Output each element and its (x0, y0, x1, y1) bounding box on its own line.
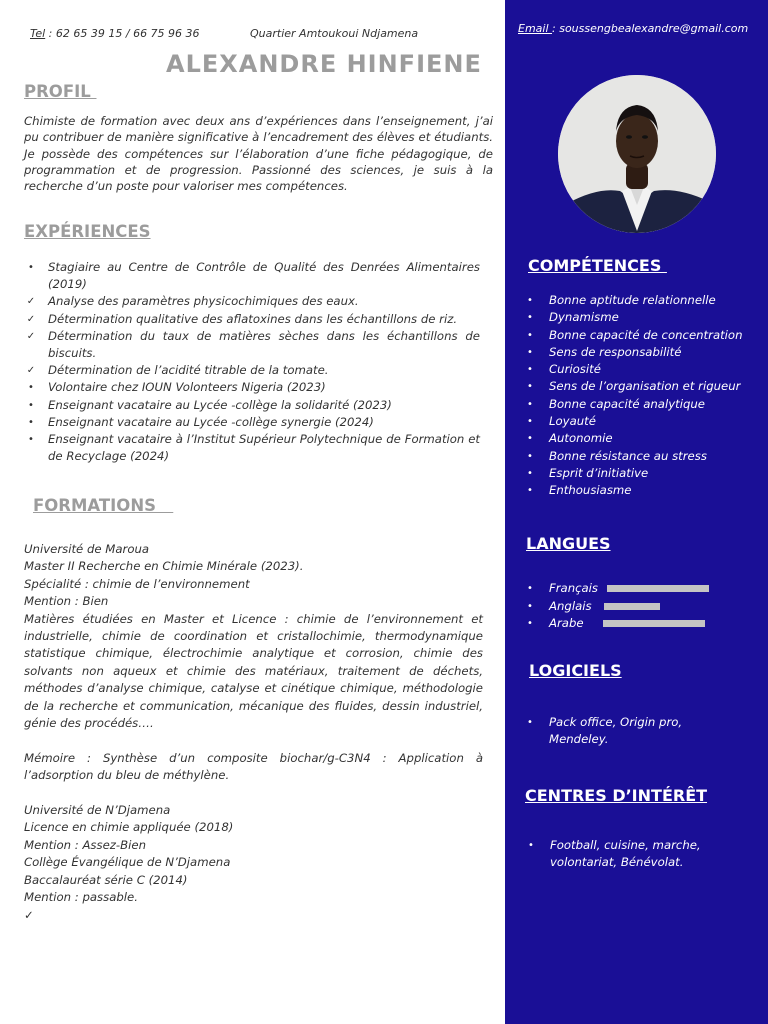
competences-heading: COMPÉTENCES (528, 256, 667, 275)
bullet-icon: • (527, 467, 533, 479)
interest-text: Football, cuisine, marche, volontariat, Bénévolat. (550, 838, 701, 870)
check-icon: ✓ (26, 365, 36, 377)
experience-marker: • (28, 416, 34, 428)
interets-heading: CENTRES D’INTÉRÊT (525, 786, 708, 805)
experience-list (24, 259, 480, 465)
experience-item (24, 379, 480, 396)
phone-value: : 62 65 39 15 / 66 75 96 36 (45, 27, 200, 40)
language-name: Français (549, 581, 599, 595)
formation-line: Mémoire : Synthèse d’un composite biochar/g-C3N4 : Application à l’adsorption du bleu de méthylène. (24, 750, 483, 783)
experience-text: Enseignant vacataire à l’Institut Supérieur Polytechnique de Formation et de Recyclage (2024) (48, 432, 480, 464)
formation-line: Mention : Assez-Bien (24, 837, 147, 852)
experience-item (24, 311, 480, 328)
competence-text: Esprit d’initiative (549, 465, 649, 480)
competence-item (525, 396, 765, 413)
experience-item (24, 293, 480, 310)
experience-item (24, 362, 480, 379)
language-level-bar (603, 620, 705, 627)
langues-list (525, 580, 745, 633)
experience-item (24, 328, 480, 362)
bullet-icon: • (527, 433, 533, 445)
competence-text: Bonne résistance au stress (549, 448, 707, 463)
language-item (525, 598, 745, 616)
competence-item (525, 309, 765, 326)
avatar (558, 75, 716, 233)
language-level-bar (607, 585, 709, 592)
bullet-icon: • (527, 583, 533, 594)
bullet-icon: • (527, 398, 533, 410)
bullet-icon: • (527, 346, 533, 358)
formation-line: Mention : passable. (24, 890, 138, 905)
experience-text: Analyse des paramètres physicochimiques des eaux. (48, 294, 359, 309)
formations-heading: FORMATIONS (33, 496, 174, 515)
experience-marker: • (28, 399, 34, 411)
competence-text: Bonne capacité de concentration (549, 327, 743, 342)
formation-line: Collège Évangélique de N’Djamena (24, 855, 231, 870)
interest-item (526, 837, 726, 872)
address: Quartier Amtoukoui Ndjamena (250, 27, 419, 40)
check-icon: ✓ (26, 296, 36, 308)
language-item (525, 580, 745, 598)
experience-text: Volontaire chez IOUN Volonteers Nigeria (2023) (48, 380, 326, 395)
spacer (24, 732, 483, 749)
formation-line: Matières étudiées en Master et Licence : chimie de l’environnement et industrielle, chimie de coordination et cristallochimie, thermodynamique statistique chimique, électrochimie analytique et corrosion, chimie des solvants non aqueux et chimie des matériaux, traitement de déchets, méthodes d’analyse chimique, catalyse et cinétique chimique, méthodologie de la recherche et communication, mécanique des fluides, dessin industriel, génie des procédés…. (24, 611, 483, 731)
experience-text: Enseignant vacataire au Lycée -collège synergie (2024) (48, 414, 374, 429)
language-name: Anglais (549, 598, 592, 613)
competence-text: Bonne aptitude relationnelle (549, 293, 716, 307)
formation-line: Spécialité : chimie de l’environnement (24, 576, 250, 591)
experience-text: Détermination de l’acidité titrable de la tomate. (48, 363, 329, 378)
email-value: : soussengbealexandre@gmail.com (552, 22, 749, 35)
competence-text: Bonne capacité analytique (549, 396, 705, 411)
bullet-icon: • (527, 416, 533, 428)
experience-item (24, 431, 480, 465)
language-name: Arabe (549, 616, 584, 630)
competence-item (525, 361, 765, 378)
profile-heading: PROFIL (24, 82, 97, 101)
competence-item (525, 344, 765, 361)
competence-text: Curiosité (549, 362, 601, 377)
competence-item (525, 482, 765, 499)
experience-marker: • (28, 382, 34, 394)
check-icon: ✓ (26, 330, 36, 342)
formation-line: Licence en chimie appliquée (2018) (24, 820, 234, 835)
langues-heading: LANGUES (526, 534, 611, 553)
competence-text: Autonomie (549, 431, 613, 446)
competence-text: Dynamisme (549, 310, 619, 325)
logiciels-heading: LOGICIELS (529, 661, 622, 680)
phone-label: Tel (30, 27, 46, 40)
formations-body (24, 541, 483, 924)
competence-item (525, 413, 765, 430)
experience-heading: EXPÉRIENCES (24, 222, 151, 241)
interets-list (526, 837, 726, 872)
competence-text: Loyauté (549, 414, 596, 429)
experience-text: Enseignant vacataire au Lycée -collège la solidarité (2023) (48, 397, 392, 412)
experience-text: Stagiaire au Centre de Contrôle de Qualité des Denrées Alimentaires (2019) (48, 260, 480, 292)
phone (30, 27, 200, 40)
bullet-icon: • (527, 485, 533, 497)
formation-line: Mention : Bien (24, 594, 109, 609)
experience-item (24, 397, 480, 414)
bullet-icon: • (527, 295, 533, 306)
bullet-icon: • (527, 329, 533, 341)
competence-item (525, 430, 765, 447)
competence-text: Sens de l’organisation et rigueur (549, 379, 741, 394)
check-icon: ✓ (24, 907, 34, 922)
competence-item (525, 448, 765, 465)
spacer (24, 785, 483, 802)
formation-line: Université de Maroua (24, 542, 150, 556)
bullet-icon: • (527, 600, 533, 612)
bullet-icon: • (527, 364, 533, 376)
bullet-icon: • (528, 840, 534, 851)
email-label: Email (518, 22, 553, 35)
email (518, 22, 748, 35)
experience-text: Détermination du taux de matières sèches dans les échantillons de biscuits. (48, 328, 480, 361)
software-text: Pack office, Origin pro, Mendeley. (549, 715, 683, 747)
formation-line: Université de N’Djamena (24, 803, 171, 818)
competence-text: Sens de responsabilité (549, 344, 682, 359)
profile-photo (558, 75, 716, 233)
bullet-icon: • (527, 312, 533, 324)
language-level-bar (604, 603, 660, 610)
competence-item (525, 327, 765, 344)
bullet-icon: • (527, 618, 533, 629)
competences-list (525, 292, 765, 500)
experience-marker: • (28, 434, 34, 446)
experience-marker: • (28, 262, 34, 273)
bullet-icon: • (527, 717, 533, 728)
logiciels-list (525, 714, 715, 749)
check-icon: ✓ (26, 313, 36, 325)
competence-item (525, 465, 765, 482)
bullet-icon: • (527, 381, 533, 393)
experience-text: Détermination qualitative des aflatoxines dans les échantillons de riz. (48, 311, 458, 326)
competence-text: Enthousiasme (549, 483, 632, 498)
competence-item (525, 292, 765, 309)
competence-item (525, 378, 765, 395)
bullet-icon: • (527, 450, 533, 462)
profile-text: Chimiste de formation avec deux ans d’expériences dans l’enseignement, j’ai pu contribuer de manière significative à l’encadrement des élèves et étudiants. Je possède des compétences sur l’élaboration d’une fiche pédagogique, de programmation et de progression. Passionné des sciences, je suis à la recherche d’un poste pour valoriser mes compétences. (24, 114, 493, 194)
formation-line: Baccalauréat série C (2014) (24, 872, 188, 887)
language-item (525, 615, 745, 633)
software-item (525, 714, 715, 749)
candidate-name: ALEXANDRE HINFIENE (166, 50, 482, 78)
experience-item (24, 259, 480, 293)
formation-line: Master II Recherche en Chimie Minérale (2023). (24, 559, 304, 574)
experience-item (24, 414, 480, 431)
